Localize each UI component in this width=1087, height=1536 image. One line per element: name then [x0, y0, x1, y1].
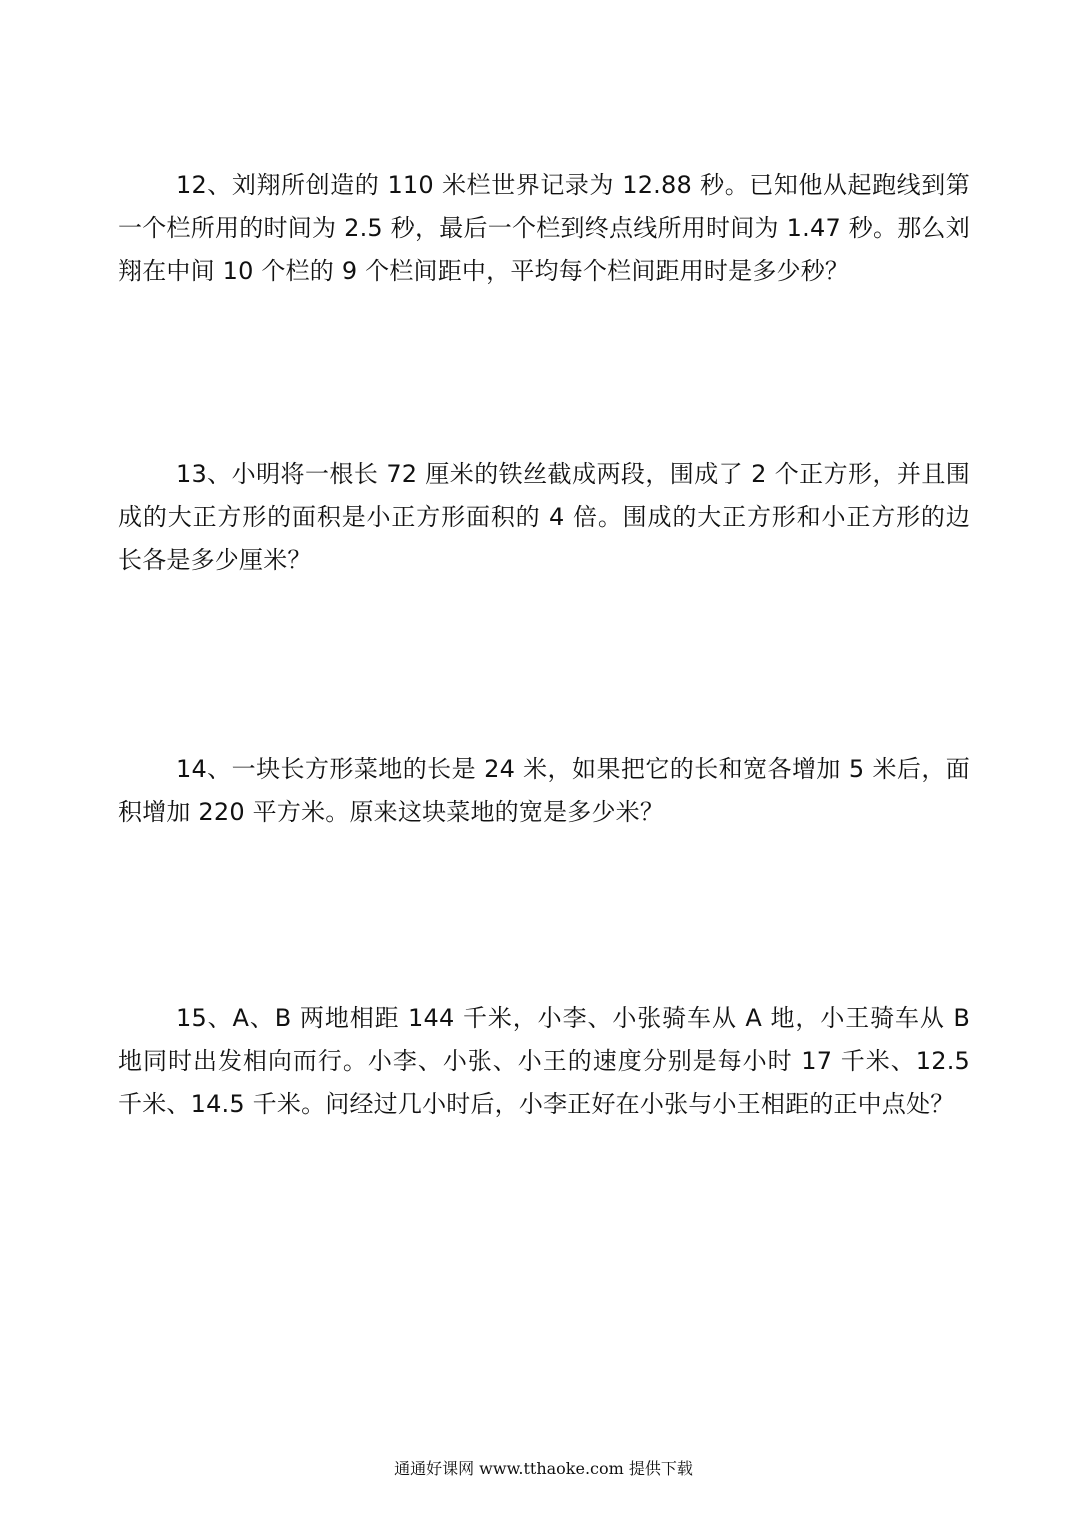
- problem-12: 12、刘翔所创造的 110 米栏世界记录为 12.88 秒。已知他从起跑线到第一个栏所用的时间为 2.5 秒，最后一个栏到终点线所用时间为 1.47 秒。那么刘翔在中间 10 个栏的 9 个栏间距中，平均每个栏间距用时是多少秒？: [118, 171, 970, 285]
- problem-14: 14、一块长方形菜地的长是 24 米，如果把它的长和宽各增加 5 米后，面积增加 220 平方米。原来这块菜地的宽是多少米？: [118, 755, 970, 826]
- problem-15: 15、A、B 两地相距 144 千米，小李、小张骑车从 A 地，小王骑车从 B 地同时出发相向而行。小李、小张、小王的速度分别是每小时 17 千米、12.5 千米、14.5 千米。问经过几小时后，小李正好在小张与小王相距的正中点处？: [118, 1004, 970, 1118]
- problem-13: 13、小明将一根长 72 厘米的铁丝截成两段，围成了 2 个正方形，并且围成的大正方形的面积是小正方形面积的 4 倍。围成的大正方形和小正方形的边长各是多少厘米？: [118, 460, 970, 574]
- page-footer: 通通好课网 www.tthaoke.com 提供下载: [394, 1459, 693, 1478]
